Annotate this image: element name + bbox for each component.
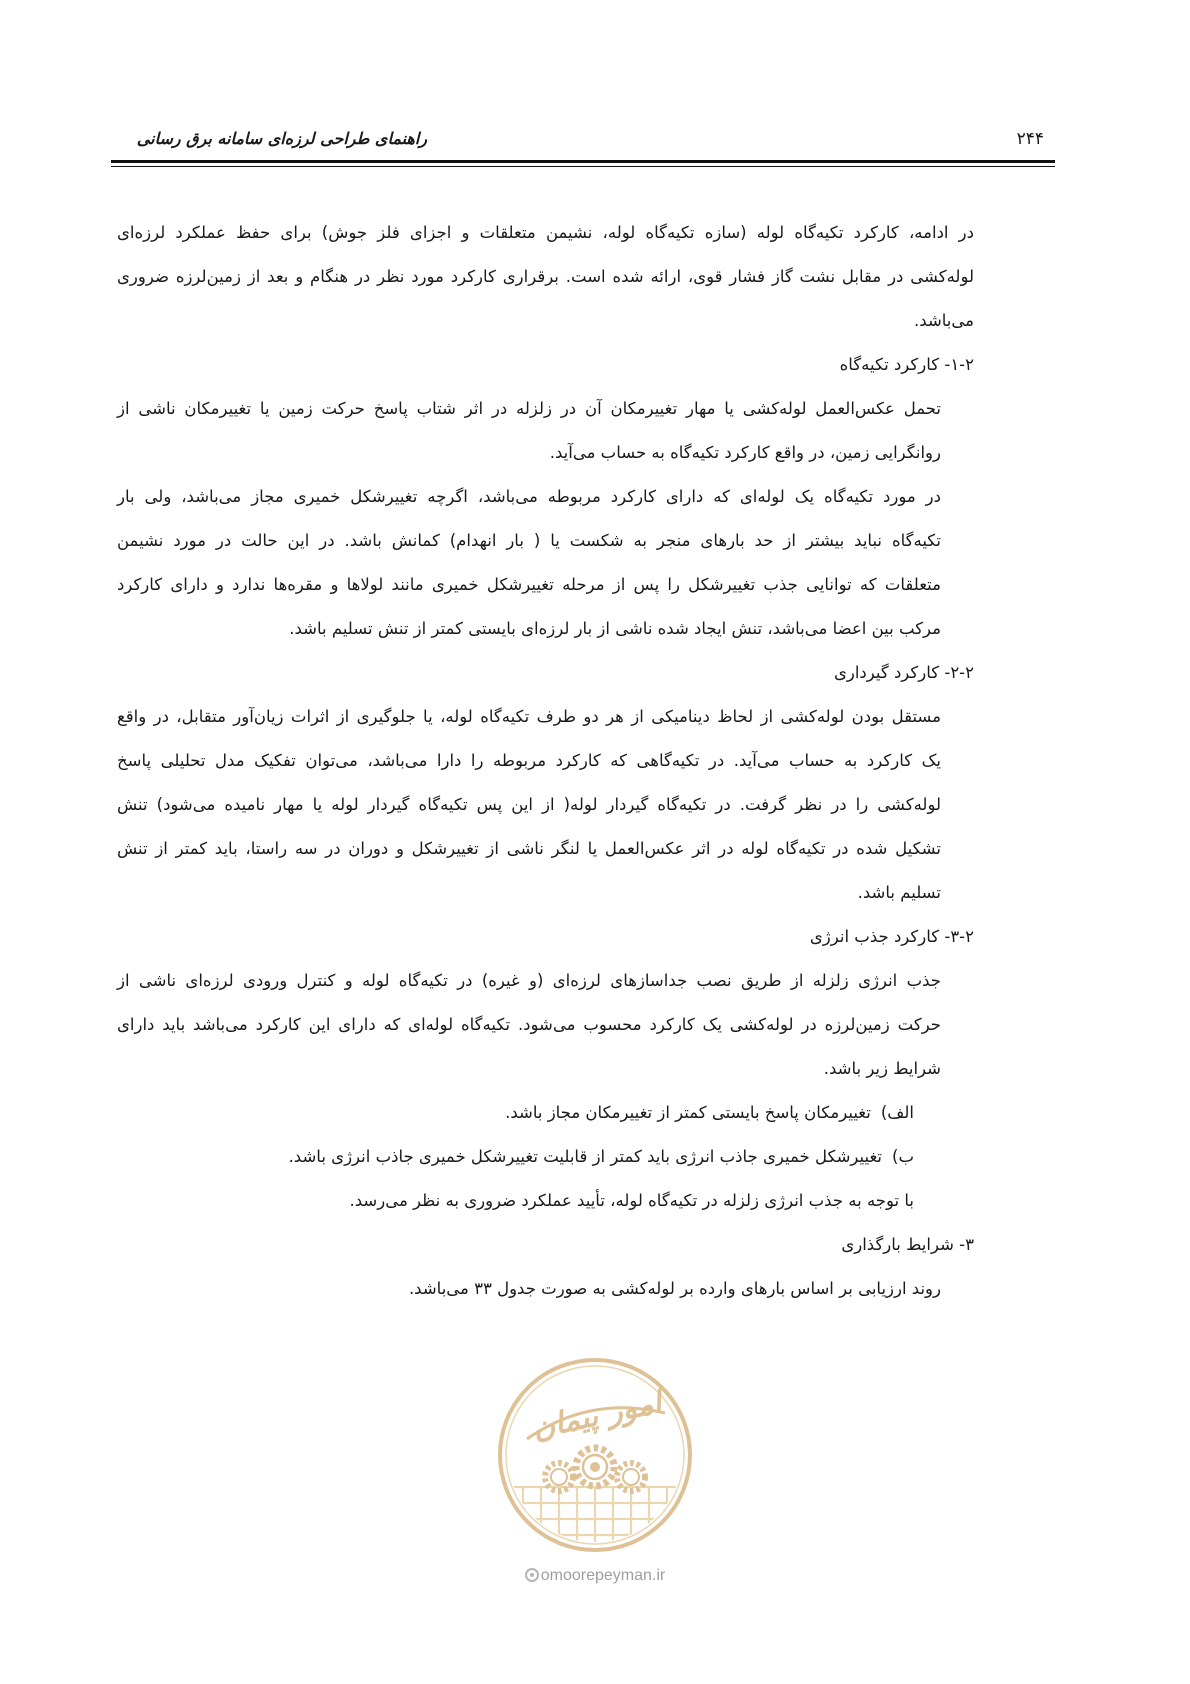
paragraph-line: مرکب بین اعضا می‌باشد، تنش ایجاد شده ناشی از بار لرزه‌ای بایستی کمتر از تنش تسلیم باشد. <box>289 619 941 638</box>
section-title: شرایط بارگذاری <box>841 1235 954 1254</box>
section-heading <box>117 915 974 959</box>
note-line: با توجه به جذب انرژی زلزله در تکیه‌گاه لوله، تأیید عملکرد ضروری به نظر می‌رسد. <box>349 1191 914 1210</box>
paragraph-line: تحمل عکس‌العمل لوله‌کشی یا مهار تغییرمکان آن در زلزله در اثر شتاب پاسخ حرکت زمین یا تغییرمکان ناشی از <box>117 399 941 418</box>
list-item-text: تغییرشکل خمیری جاذب انرژی باید کمتر از قابلیت تغییرشکل خمیری جاذب انرژی باشد. <box>288 1147 883 1166</box>
section-title: کارکرد گیرداری <box>833 663 940 682</box>
paragraph-line: شرایط زیر باشد. <box>823 1059 941 1078</box>
page-number: ۲۴۴ <box>1016 129 1044 149</box>
list-item <box>117 1091 974 1135</box>
watermark-url-text: omoorepeyman.ir <box>540 1567 666 1584</box>
paragraph-line: لوله‌کشی در مقابل نشت گاز فشار قوی، ارائه شده است. برقراری کارکرد مورد نظر در هنگام و بعد از زمین‌لرزه ضروری <box>117 267 974 286</box>
paragraph-line: تسلیم باشد. <box>857 883 941 902</box>
section-heading <box>117 651 974 695</box>
paragraph-line: در مورد تکیه‌گاه یک لوله‌ای که دارای کارکرد مربوطه می‌باشد، اگرچه تغییرشکل خمیری مجاز می‌باشد، ولی بار <box>117 487 941 506</box>
list-item <box>117 1135 974 1179</box>
header-rule <box>111 160 1055 163</box>
list-marker: ب) <box>892 1147 914 1166</box>
section-heading <box>117 343 974 387</box>
section-title: کارکرد جذب انرژی <box>809 927 940 946</box>
paragraph-line: روند ارزیابی بر اساس بارهای وارده بر لوله‌کشی به صورت جدول ۳۳ می‌باشد. <box>408 1279 941 1298</box>
gear-icon <box>576 1448 614 1486</box>
paragraph-line: متعلقات که توانایی جذب تغییرشکل را پس از مرحله تغییرشکل خمیری مانند لولاها و مقره‌ها ندارد و دارای کارکرد <box>117 575 941 594</box>
section-heading <box>117 1223 974 1267</box>
section-number: ۲-۱- <box>944 355 974 374</box>
watermark-url <box>500 1566 690 1586</box>
section-title: کارکرد تکیه‌گاه <box>839 355 940 374</box>
watermark-logo <box>495 1355 695 1555</box>
list-marker: الف) <box>880 1103 914 1122</box>
paragraph-line: روانگرایی زمین، در واقع کارکرد تکیه‌گاه به حساب می‌آید. <box>549 443 941 462</box>
body-text <box>117 211 974 1311</box>
paragraph-line: مستقل بودن لوله‌کشی از لحاظ دینامیکی از هر دو طرف تکیه‌گاه لوله، یا جلوگیری از اثرات زیان‌آور متقابل، در واقع <box>117 707 941 726</box>
list-item-text: تغییرمکان پاسخ بایستی کمتر از تغییرمکان مجاز باشد. <box>505 1103 871 1122</box>
section-number: ۲-۳- <box>944 927 974 946</box>
paragraph-line: در ادامه، کارکرد تکیه‌گاه لوله (سازه تکیه‌گاه لوله، نشیمن متعلقات و اجزای فلز جوش) برای حفظ عملکرد لرزه‌ای <box>117 223 974 242</box>
paragraph-line: یک کارکرد به حساب می‌آید. در تکیه‌گاهی که کارکرد مربوطه را دارا می‌باشد، می‌توان تفکیک مدل تحلیلی پاسخ <box>117 751 941 770</box>
paragraph-line: جذب انرژی زلزله از طریق نصب جداسازهای لرزه‌ای (و غیره) در تکیه‌گاه لوله و کنترل ورودی لرزه‌ای ناشی از <box>117 971 941 990</box>
paragraph-line: تشکیل شده در تکیه‌گاه لوله در اثر عکس‌العمل یا لنگر ناشی از تغییرشکل و دوران در سه راستا، باید کمتر از تنش <box>117 839 941 858</box>
paragraph-line: تکیه‌گاه نباید بیشتر از حد بارهای منجر به شکست یا ( بار انهدام) کمانش باشد. در این حالت در مورد نشیمن <box>117 531 941 550</box>
site-logo-icon <box>525 1568 539 1582</box>
section-number: ۳- <box>959 1235 974 1254</box>
running-title: راهنمای طراحی لرزه‌ای سامانه برق رسانی <box>136 129 427 148</box>
paragraph-line: می‌باشد. <box>914 311 974 330</box>
section-number: ۲-۲- <box>944 663 974 682</box>
paragraph-line: حرکت زمین‌لرزه در لوله‌کشی یک کارکرد محسوب می‌شود. تکیه‌گاه لوله‌ای که دارای این کارکرد می‌باشد باید دارای <box>117 1015 941 1034</box>
logo-lettering: امور پیمان <box>529 1384 665 1447</box>
paragraph-line: لوله‌کشی را در نظر گرفت. در تکیه‌گاه گیردار لوله( از این پس تکیه‌گاه گیردار لوله یا مهار نامیده می‌شود) تنش <box>117 795 941 814</box>
header-rule-thin <box>111 166 1055 167</box>
